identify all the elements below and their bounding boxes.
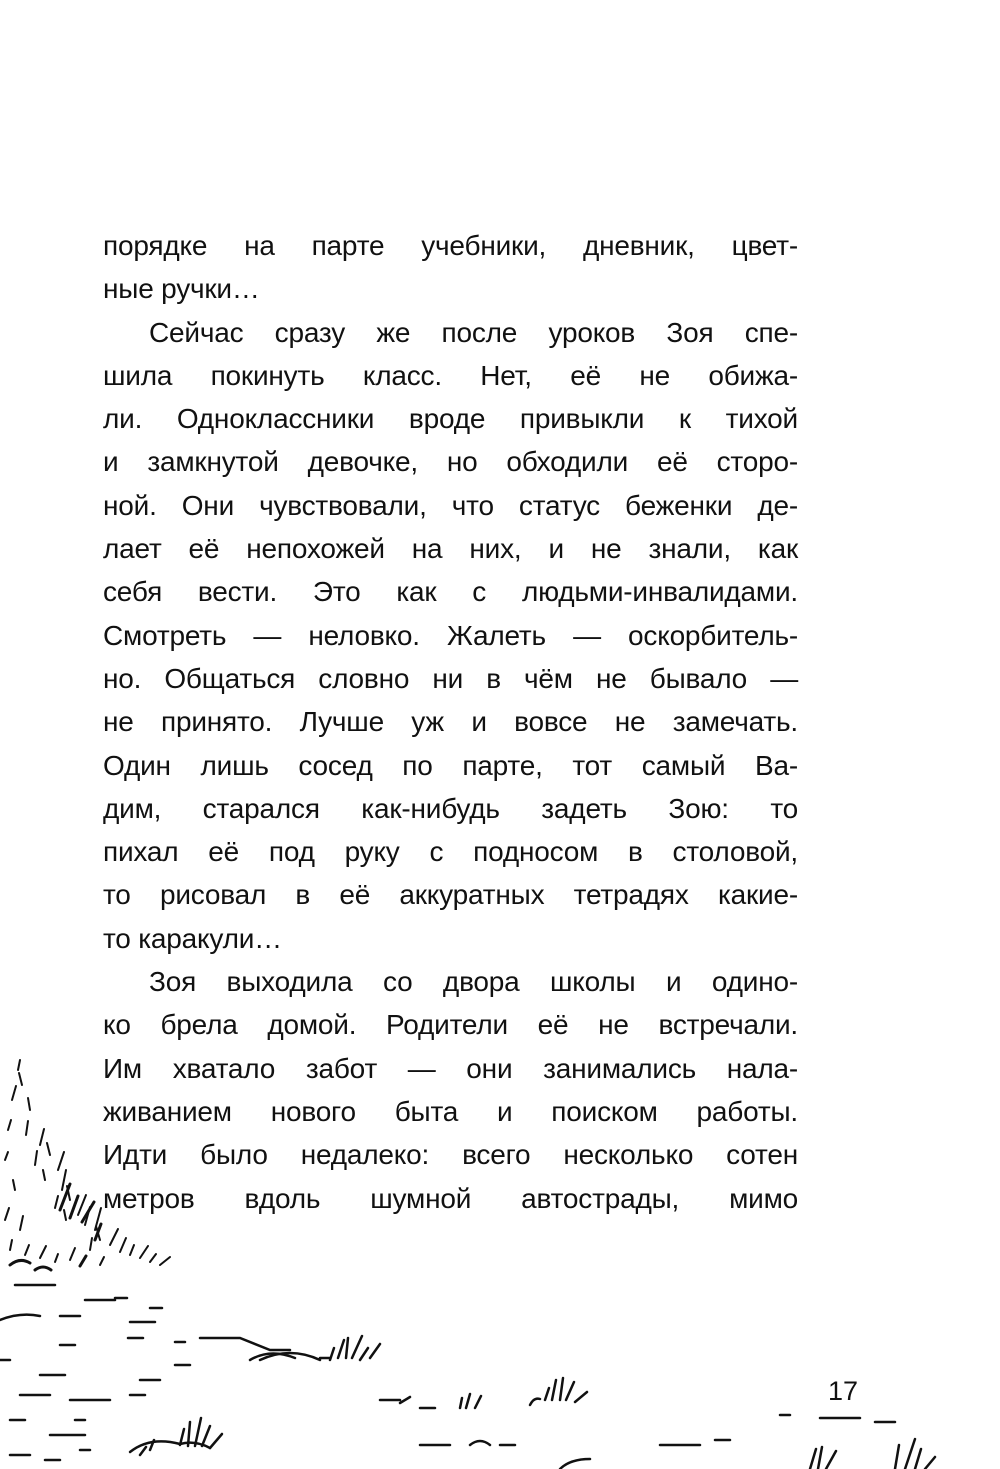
text-line: Сейчас сразу же после уроков Зоя спе-	[149, 316, 798, 348]
text-line: ные ручки…	[103, 273, 260, 305]
text-line: живанием нового быта и поиском работы.	[103, 1095, 798, 1127]
text-line: дим, старался как-нибудь задеть Зою: то	[103, 792, 798, 824]
text-line: лает её непохожей на них, и не знали, как	[103, 533, 798, 565]
text-line: Зоя выходила со двора школы и одино-	[149, 966, 798, 998]
text-line: ли. Одноклассники вроде привыкли к тихой	[103, 403, 798, 435]
text-line: Им хватало забот — они занимались нала-	[103, 1052, 798, 1084]
text-line: Идти было недалеко: всего несколько сотен	[103, 1139, 798, 1171]
text-line: то рисовал в её аккуратных тетрадях какие-	[103, 879, 798, 911]
text-line: себя вести. Это как с людьми-инвалидами.	[103, 576, 798, 608]
text-line: Смотреть — неловко. Жалеть — оскорбитель-	[103, 619, 798, 651]
text-line: но. Общаться словно ни в чём не бывало —	[103, 662, 798, 694]
text-line: шила покинуть класс. Нет, её не обижа-	[103, 359, 798, 391]
page-number: 17	[828, 1376, 859, 1406]
text-line: ко брела домой. Родители её не встречали.	[103, 1009, 798, 1041]
text-line: ной. Они чувствовали, что статус беженки де-	[103, 489, 798, 521]
text-line: то каракули…	[103, 922, 282, 954]
text-line: пихал её под руку с подносом в столовой,	[103, 836, 798, 868]
text-line: не принято. Лучше уж и вовсе не замечать.	[103, 706, 798, 738]
text-line: порядке на парте учебники, дневник, цвет-	[103, 230, 798, 261]
text-line: Один лишь сосед по парте, тот самый Ва-	[103, 749, 798, 781]
text-line: и замкнутой девочке, но обходили её сторо-	[103, 446, 798, 478]
text-line: метров вдоль шумной автострады, мимо	[103, 1182, 798, 1214]
